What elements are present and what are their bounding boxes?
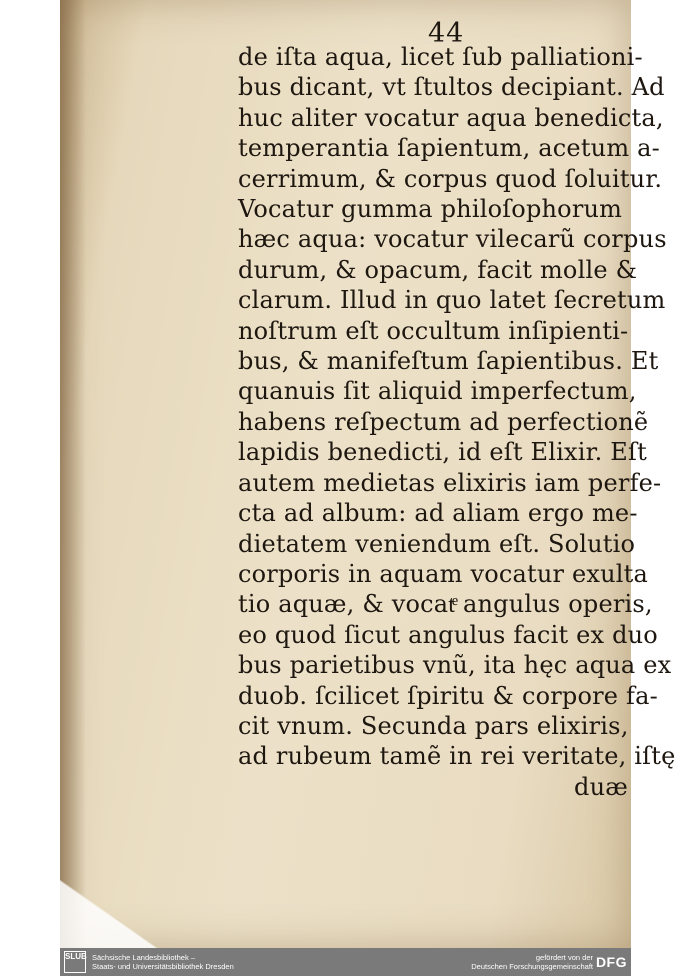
library-credit (92, 953, 234, 971)
scanned-page (60, 0, 676, 948)
funding-credit (471, 953, 593, 971)
text-line: ad rubeum tamẽ in rei veritate, iſtę (238, 742, 676, 771)
text-line: cit vnum. Secunda pars elixiris, (238, 711, 629, 740)
library-name-line2: Staats- und Universitätsbibliothek Dresden (92, 962, 234, 971)
text-line: Vocatur gumma philoſophorum (238, 195, 623, 224)
text-line: noſtrum eſt occultum inſipienti- (238, 316, 629, 345)
text-line: hæc aqua: vocatur vilecarũ corpus (238, 225, 667, 254)
text-line: bus parietibus vnũ, ita hęc aqua ex (238, 651, 672, 680)
body-text (238, 42, 676, 802)
text-line: temperantia ſapientum, acetum a- (238, 134, 660, 163)
text-line: autem medietas elixiris iam perfe- (238, 468, 662, 497)
library-footer (60, 948, 631, 976)
text-line: duob. ſcilicet ſpiritu & corpore fa- (238, 681, 658, 710)
library-name-line1: Sächsische Landesbibliothek – (92, 953, 195, 962)
funding-line2: Deutschen Forschungsgemeinschaft (471, 962, 593, 971)
text-line: corporis in aquam vocatur exulta (238, 559, 649, 588)
page-corner-fold (60, 838, 220, 948)
text-line: cerrimum, & corpus quod ſoluitur. (238, 164, 663, 193)
text-line: clarum. Illud in quo latet ſecretum (238, 286, 666, 315)
text-line: durum, & opacum, facit molle & (238, 255, 638, 284)
text-line: habens reſpectum ad perfectionẽ (238, 407, 649, 436)
text-line: bus dicant, vt ſtultos decipiant. Ad (238, 73, 665, 102)
text-line: tio aquæ, & vocatͤ angulus operis, (238, 590, 653, 619)
text-line: cta ad album: ad aliam ergo me- (238, 499, 638, 528)
text-line: huc aliter vocatur aqua benedicta, (238, 103, 664, 132)
funding-line1: gefördert von der (535, 953, 593, 962)
catchword: duæ (574, 772, 628, 801)
text-line: bus, & manifeſtum ſapientibus. Et (238, 347, 659, 376)
dfg-logo-icon: DFG (595, 954, 627, 970)
text-line: de iſta aqua, licet ſub palliationi- (238, 43, 643, 71)
text-line: quanuis ſit aliquid imperfectum, (238, 377, 637, 406)
text-line: dietatem veniendum eſt. Solutio (238, 529, 636, 558)
binding-shadow (60, 0, 86, 948)
page-number: 44 (428, 18, 465, 49)
text-line: lapidis benedicti, id eſt Elixir. Eſt (238, 438, 647, 467)
slub-logo-icon: SLUB (64, 951, 86, 973)
text-line: eo quod ſicut angulus facit ex duo (238, 620, 658, 649)
